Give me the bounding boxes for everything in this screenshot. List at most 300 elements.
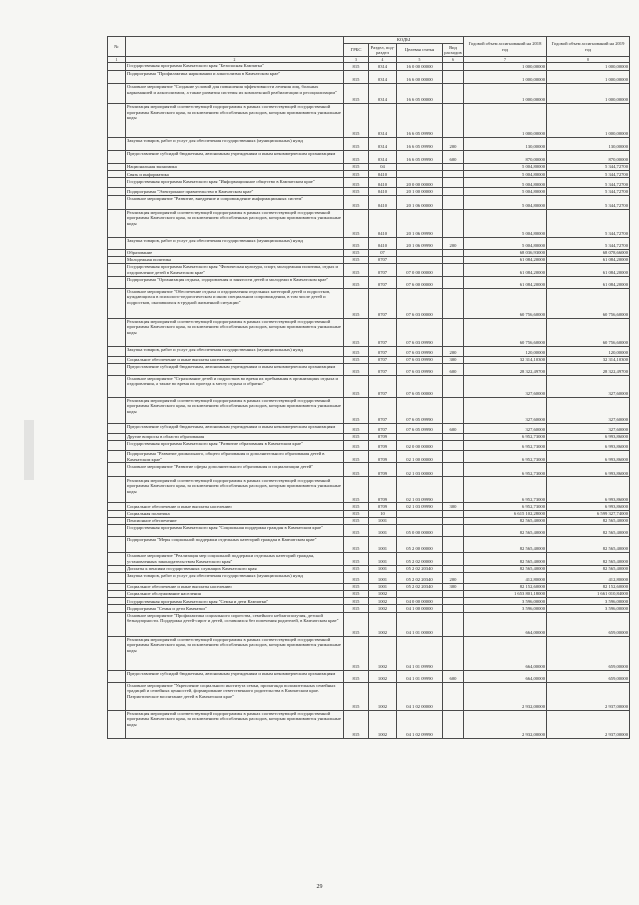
row-expense-type	[443, 565, 464, 572]
row-razdel: 1001	[369, 572, 397, 583]
row-amount-2019: 5 344,72700	[547, 188, 630, 195]
row-expense-type	[443, 397, 464, 423]
column-index: 3	[344, 57, 369, 63]
row-grbs: 815	[344, 103, 369, 137]
row-amount-2018: 6 952,73000	[464, 503, 547, 510]
row-expense-type	[443, 591, 464, 598]
row-amount-2019: 1 661 010,84000	[547, 591, 630, 598]
row-amount-2019: 5 344,72700	[547, 195, 630, 209]
row-amount-2019: 130,00000	[547, 137, 630, 150]
row-amount-2018: 412,80000	[464, 572, 547, 583]
row-target-article: 07 0 00 00000	[397, 263, 443, 276]
header-name	[126, 37, 344, 57]
table-row	[108, 62, 630, 70]
row-grbs: 815	[344, 163, 369, 170]
row-razdel: 1002	[369, 598, 397, 605]
row-grbs: 815	[344, 70, 369, 83]
row-amount-2018: 1 000,00000	[464, 103, 547, 137]
row-amount-2019: 2 937,00000	[547, 710, 630, 738]
row-name: Пенсионное обеспечение	[126, 517, 344, 524]
row-target-article: 20 1 06 09990	[397, 237, 443, 249]
row-target-article: 16 6 05 09990	[397, 150, 443, 163]
row-razdel: 0410	[369, 237, 397, 249]
row-amount-2019: 60 756,60000	[547, 318, 630, 346]
row-name: Основное мероприятие "Страхование детей и подростков во время их пребывания в организациях отдыха и оздоровления, а также во время их проезда к месту отдыха и обратно"	[126, 375, 344, 397]
row-target-article	[397, 591, 443, 598]
table-row	[108, 537, 630, 553]
row-razdel: 0709	[369, 463, 397, 477]
row-target-article: 04 1 02 09990	[397, 710, 443, 738]
row-name: Основное мероприятие "Обеспечение отдыха и оздоровления отдельных категорий детей и подростков, нуждающихся в психолого-педагогическом и ином специальном сопровождении, в том числе детей и подростков, оказавшихся в трудной жизненной ситуации"	[126, 288, 344, 318]
row-name: Подпрограмма "Семья и дети Камчатки"	[126, 605, 344, 612]
row-grbs: 815	[344, 598, 369, 605]
row-amount-2018: 3 596,00000	[464, 598, 547, 605]
row-amount-2019: 659,00000	[547, 670, 630, 682]
row-grbs: 815	[344, 423, 369, 433]
row-name: Реализация мероприятий соответствующей подпрограммы в рамках соответствующей государственной программы Камчатского края, за исключением обособленных расходов, которым присваиваются уникальные коды	[126, 318, 344, 346]
row-razdel: 0314	[369, 150, 397, 163]
row-expense-type	[443, 553, 464, 566]
row-amount-2018: 82 565,40000	[464, 553, 547, 566]
row-razdel: 0707	[369, 423, 397, 433]
row-expense-type: 600	[443, 670, 464, 682]
row-number-cell	[108, 150, 126, 163]
row-grbs: 815	[344, 440, 369, 450]
row-expense-type	[443, 171, 464, 178]
table-row	[108, 583, 630, 590]
table-row	[108, 363, 630, 375]
row-grbs: 815	[344, 510, 369, 517]
row-name: Закупка товаров, работ и услуг для обеспечения государственных (муниципальных) нужд	[126, 346, 344, 356]
row-expense-type: 200	[443, 137, 464, 150]
row-name: Реализация мероприятий соответствующей подпрограммы в рамках соответствующей государственной программы Камчатского края, за исключением обособленных расходов, которым присваиваются уникальные коды	[126, 636, 344, 670]
row-expense-type	[443, 70, 464, 83]
row-target-article: 07 6 03 09990	[397, 318, 443, 346]
row-name: Реализация мероприятий соответствующей подпрограммы в рамках соответствующей государственной программы Камчатского края, за исключением обособленных расходов, которым присваиваются уникальные коды	[126, 103, 344, 137]
row-number-cell	[108, 565, 126, 572]
row-amount-2019: 82 565,40000	[547, 537, 630, 553]
column-index: 5	[397, 57, 443, 63]
row-name: Основное мероприятие "Профилактика социального сиротства, семейного неблагополучия, детской безнадзорности. Поддержка детей-сирот и детей, оставшихся без попечения родителей, в Камчатском крае"	[126, 612, 344, 636]
row-amount-2018: 82 565,40000	[464, 537, 547, 553]
row-number-cell	[108, 510, 126, 517]
column-index: 4	[369, 57, 397, 63]
row-razdel: 0410	[369, 195, 397, 209]
row-amount-2019: 82 565,40000	[547, 517, 630, 524]
row-name: Подпрограмма "Организация отдыха, оздоровления и занятости детей и молодежи в Камчатском крае"	[126, 276, 344, 288]
row-target-article: 05 2 02 20340	[397, 572, 443, 583]
table-row	[108, 103, 630, 137]
row-razdel: 1002	[369, 710, 397, 738]
row-razdel: 0709	[369, 477, 397, 503]
row-target-article: 05 0 00 00000	[397, 525, 443, 537]
row-amount-2019: 5 344,72700	[547, 209, 630, 237]
row-grbs: 815	[344, 150, 369, 163]
row-razdel: 0707	[369, 263, 397, 276]
row-target-article: 16 6 00 00000	[397, 70, 443, 83]
row-target-article: 07 6 05 09990	[397, 423, 443, 433]
row-razdel: 1002	[369, 612, 397, 636]
row-razdel: 1002	[369, 636, 397, 670]
row-number-cell	[108, 178, 126, 188]
row-expense-type	[443, 612, 464, 636]
table-row	[108, 163, 630, 170]
row-amount-2018: 1 000,00000	[464, 70, 547, 83]
row-amount-2018: 60 756,60000	[464, 288, 547, 318]
row-number-cell	[108, 433, 126, 440]
row-target-article: 05 2 00 00000	[397, 537, 443, 553]
row-amount-2018: 5 004,80000	[464, 171, 547, 178]
header-csr: Целевая статья	[397, 44, 443, 57]
row-number-cell	[108, 450, 126, 463]
row-razdel: 0707	[369, 318, 397, 346]
table-row	[108, 670, 630, 682]
row-amount-2018: 6 615 102,28000	[464, 510, 547, 517]
table-row	[108, 209, 630, 237]
row-target-article	[397, 163, 443, 170]
row-expense-type	[443, 288, 464, 318]
row-expense-type	[443, 249, 464, 256]
table-row	[108, 171, 630, 178]
row-expense-type	[443, 710, 464, 738]
row-razdel: 0709	[369, 450, 397, 463]
row-number-cell	[108, 256, 126, 263]
row-grbs: 815	[344, 605, 369, 612]
row-razdel: 1001	[369, 525, 397, 537]
row-amount-2019: 82 565,40000	[547, 553, 630, 566]
row-target-article: 02 1 00 00000	[397, 450, 443, 463]
row-razdel: 0709	[369, 503, 397, 510]
row-amount-2018: 120,00000	[464, 346, 547, 356]
row-name: Другие вопросы в области образования	[126, 433, 344, 440]
row-grbs: 815	[344, 583, 369, 590]
row-name: Предоставление субсидий бюджетным, автономным учреждениям и иным некоммерческим организациям	[126, 670, 344, 682]
row-name: Подпрограмма "Меры социальной поддержки отдельных категорий граждан в Камчатском крае"	[126, 537, 344, 553]
row-number-cell	[108, 209, 126, 237]
row-name: Основное мероприятие "Реализация мер социальной поддержки отдельных категорий граждан, установленных законодательством Камчатского края"	[126, 553, 344, 566]
table-row	[108, 178, 630, 188]
table-row	[108, 503, 630, 510]
row-number-cell	[108, 375, 126, 397]
row-grbs: 815	[344, 525, 369, 537]
table-row	[108, 276, 630, 288]
table-row	[108, 605, 630, 612]
row-razdel: 0314	[369, 137, 397, 150]
row-target-article: 20 1 06 09990	[397, 209, 443, 237]
row-expense-type	[443, 433, 464, 440]
row-number-cell	[108, 605, 126, 612]
table-row	[108, 256, 630, 263]
row-razdel: 0707	[369, 288, 397, 318]
row-amount-2019: 82 565,40000	[547, 525, 630, 537]
column-index: 1	[108, 57, 126, 63]
row-number-cell	[108, 263, 126, 276]
row-grbs: 815	[344, 209, 369, 237]
row-razdel: 0707	[369, 397, 397, 423]
row-number-cell	[108, 237, 126, 249]
row-number-cell	[108, 62, 126, 70]
row-target-article: 07 6 05 00000	[397, 375, 443, 397]
table-row	[108, 433, 630, 440]
row-target-article: 16 0 00 00000	[397, 62, 443, 70]
row-amount-2019: 82 565,40000	[547, 565, 630, 572]
row-expense-type	[443, 263, 464, 276]
row-target-article	[397, 256, 443, 263]
row-amount-2018: 5 004,80000	[464, 237, 547, 249]
row-razdel: 1002	[369, 682, 397, 710]
row-expense-type	[443, 682, 464, 710]
row-expense-type: 200	[443, 237, 464, 249]
row-grbs: 815	[344, 276, 369, 288]
row-amount-2018: 1 000,00000	[464, 83, 547, 103]
row-razdel: 0410	[369, 171, 397, 178]
row-name: Социальное обеспечение и иные выплаты населению	[126, 583, 344, 590]
table-row	[108, 83, 630, 103]
row-amount-2019: 68 078,66000	[547, 249, 630, 256]
row-number-cell	[108, 163, 126, 170]
row-name: Доплаты к пенсиям государственных служащих Камчатского края	[126, 565, 344, 572]
column-index: 6	[443, 57, 464, 63]
row-razdel: 0314	[369, 70, 397, 83]
row-amount-2019: 5 344,72700	[547, 178, 630, 188]
row-name: Национальная экономика	[126, 163, 344, 170]
row-target-article: 04 1 01 09990	[397, 670, 443, 682]
row-amount-2019: 659,00000	[547, 636, 630, 670]
row-number-cell	[108, 171, 126, 178]
row-grbs: 815	[344, 288, 369, 318]
row-target-article: 05 2 02 00000	[397, 553, 443, 566]
row-amount-2018: 82 565,40000	[464, 565, 547, 572]
row-amount-2018: 5 004,80000	[464, 178, 547, 188]
table-row	[108, 423, 630, 433]
row-grbs: 815	[344, 553, 369, 566]
row-amount-2018: 32 314,10300	[464, 356, 547, 363]
row-target-article: 02 1 03 09990	[397, 477, 443, 503]
row-amount-2018: 1 653 801,18000	[464, 591, 547, 598]
row-target-article: 20 1 00 00000	[397, 188, 443, 195]
row-number-cell	[108, 583, 126, 590]
header-2019: Годовой объем ассигнований на 2019 год	[547, 37, 630, 57]
row-expense-type	[443, 537, 464, 553]
row-amount-2019: 6 993,86000	[547, 450, 630, 463]
row-razdel: 10	[369, 510, 397, 517]
row-amount-2019: 1 000,00000	[547, 62, 630, 70]
row-amount-2019: 3 596,00000	[547, 605, 630, 612]
row-name: Государственная программа Камчатского края "Безопасная Камчатка"	[126, 62, 344, 70]
table-row	[108, 450, 630, 463]
row-name: Реализация мероприятий соответствующей подпрограммы в рамках соответствующей государственной программы Камчатского края, за исключением обособленных расходов, которым присваиваются уникальные коды	[126, 477, 344, 503]
row-amount-2019: 2 937,00000	[547, 682, 630, 710]
row-grbs: 815	[344, 62, 369, 70]
row-target-article: 04 1 02 00000	[397, 682, 443, 710]
table-row	[108, 346, 630, 356]
row-expense-type	[443, 605, 464, 612]
page-number: 29	[316, 884, 323, 890]
row-grbs: 815	[344, 503, 369, 510]
row-amount-2018: 61 084,20000	[464, 276, 547, 288]
row-name: Основное мероприятие "Развитие, внедрение и сопровождение информационных систем"	[126, 195, 344, 209]
row-razdel: 0314	[369, 83, 397, 103]
table-row	[108, 477, 630, 503]
row-grbs: 815	[344, 710, 369, 738]
row-amount-2018: 82 565,40000	[464, 517, 547, 524]
row-target-article: 20 1 06 00000	[397, 195, 443, 209]
row-name: Основное мероприятие "Укрепление социального института семьи, пропаганда положительных семейных традиций и семейных ценностей, формирование ответственного родительства в Камчатском крае. Патриотическое воспитание детей в Камчатском крае"	[126, 682, 344, 710]
row-razdel: 1001	[369, 537, 397, 553]
row-amount-2018: 870,00000	[464, 150, 547, 163]
row-amount-2018: 327,60000	[464, 397, 547, 423]
row-amount-2019: 6 993,86000	[547, 477, 630, 503]
row-amount-2019: 3 596,00000	[547, 598, 630, 605]
row-expense-type: 200	[443, 346, 464, 356]
row-amount-2019: 327,60000	[547, 397, 630, 423]
row-amount-2019: 412,80000	[547, 572, 630, 583]
row-expense-type: 300	[443, 583, 464, 590]
row-razdel: 0410	[369, 178, 397, 188]
row-amount-2018: 5 004,80000	[464, 188, 547, 195]
row-number-cell	[108, 423, 126, 433]
table-row	[108, 517, 630, 524]
row-grbs: 815	[344, 363, 369, 375]
table-row	[108, 440, 630, 450]
row-razdel: 0314	[369, 103, 397, 137]
row-expense-type: 600	[443, 423, 464, 433]
row-name: Предоставление субсидий бюджетным, автономным учреждениям и иным некоммерческим организациям	[126, 363, 344, 375]
row-amount-2019: 659,00000	[547, 612, 630, 636]
row-name: Реализация мероприятий соответствующей подпрограммы в рамках соответствующей государственной программы Камчатского края, за исключением обособленных расходов, которым присваиваются уникальные коды	[126, 710, 344, 738]
row-grbs: 815	[344, 682, 369, 710]
row-razdel: 1001	[369, 553, 397, 566]
row-grbs: 815	[344, 591, 369, 598]
row-razdel: 1002	[369, 591, 397, 598]
row-razdel: 07	[369, 249, 397, 256]
row-amount-2018: 6 952,73000	[464, 477, 547, 503]
row-expense-type: 300	[443, 503, 464, 510]
row-number-cell	[108, 103, 126, 137]
table-row	[108, 591, 630, 598]
row-name: Основное мероприятие "Создание условий для повышения эффективности лечения лиц, больных наркоманией и алкоголизмом, а также развития системы их комплексной реабилитации и ресоциализации"	[126, 83, 344, 103]
table-row	[108, 565, 630, 572]
row-target-article: 20 0 00 00000	[397, 178, 443, 188]
row-expense-type	[443, 510, 464, 517]
row-amount-2018: 61 084,20000	[464, 263, 547, 276]
row-number-cell	[108, 598, 126, 605]
row-razdel: 0707	[369, 363, 397, 375]
table-row	[108, 288, 630, 318]
row-target-article: 07 6 03 09990	[397, 356, 443, 363]
row-amount-2018: 82 152,60000	[464, 583, 547, 590]
row-target-article: 07 6 03 09990	[397, 346, 443, 356]
table-row	[108, 397, 630, 423]
row-amount-2018: 82 565,40000	[464, 525, 547, 537]
row-grbs: 815	[344, 171, 369, 178]
row-number-cell	[108, 517, 126, 524]
row-amount-2019: 32 314,10300	[547, 356, 630, 363]
row-amount-2018: 28 322,49700	[464, 363, 547, 375]
row-grbs: 815	[344, 195, 369, 209]
row-name: Образование	[126, 249, 344, 256]
row-amount-2019: 5 344,72700	[547, 237, 630, 249]
row-target-article: 07 6 03 00000	[397, 288, 443, 318]
row-amount-2018: 5 004,80000	[464, 195, 547, 209]
row-name: Государственная программа Камчатского края "Информационное общество в Камчатском крае"	[126, 178, 344, 188]
row-number-cell	[108, 636, 126, 670]
scan-artifact	[24, 420, 34, 480]
row-expense-type	[443, 178, 464, 188]
row-number-cell	[108, 440, 126, 450]
row-target-article: 16 6 05 09990	[397, 103, 443, 137]
row-expense-type	[443, 517, 464, 524]
row-number-cell	[108, 537, 126, 553]
row-grbs: 815	[344, 346, 369, 356]
row-expense-type	[443, 636, 464, 670]
table-row	[108, 188, 630, 195]
row-amount-2018: 6 952,73000	[464, 440, 547, 450]
row-razdel: 1001	[369, 517, 397, 524]
table-row	[108, 263, 630, 276]
row-grbs: 815	[344, 356, 369, 363]
row-number-cell	[108, 463, 126, 477]
row-target-article: 02 1 03 09990	[397, 503, 443, 510]
row-amount-2019: 82 152,60000	[547, 583, 630, 590]
row-amount-2018: 2 932,00000	[464, 682, 547, 710]
row-amount-2018: 2 932,00000	[464, 710, 547, 738]
row-amount-2018: 3 596,00000	[464, 605, 547, 612]
row-razdel: 1002	[369, 605, 397, 612]
row-expense-type	[443, 62, 464, 70]
row-target-article	[397, 249, 443, 256]
row-name: Социальное обслуживание населения	[126, 591, 344, 598]
row-target-article: 04 1 00 00000	[397, 605, 443, 612]
row-amount-2018: 130,00000	[464, 137, 547, 150]
table-row	[108, 682, 630, 710]
row-amount-2019: 327,60000	[547, 423, 630, 433]
row-number-cell	[108, 318, 126, 346]
row-amount-2018: 327,60000	[464, 423, 547, 433]
row-grbs: 815	[344, 565, 369, 572]
row-expense-type	[443, 463, 464, 477]
row-expense-type: 200	[443, 572, 464, 583]
row-expense-type	[443, 276, 464, 288]
table-row	[108, 598, 630, 605]
row-grbs: 815	[344, 612, 369, 636]
row-name: Подпрограмма "Профилактика наркомании и алкоголизма в Камчатском крае"	[126, 70, 344, 83]
row-target-article: 05 2 02 20340	[397, 583, 443, 590]
row-grbs: 815	[344, 670, 369, 682]
row-razdel: 0410	[369, 209, 397, 237]
row-target-article: 02 0 00 00000	[397, 440, 443, 450]
row-number-cell	[108, 682, 126, 710]
header-2018: Годовой объем ассигнований на 2018 год	[464, 37, 547, 57]
row-number-cell	[108, 276, 126, 288]
row-name: Основное мероприятие "Развитие сферы дополнительного образования и социализации детей"	[126, 463, 344, 477]
row-amount-2018: 60 756,60000	[464, 318, 547, 346]
row-razdel: 0707	[369, 346, 397, 356]
row-razdel: 0707	[369, 256, 397, 263]
row-amount-2019: 5 344,72700	[547, 171, 630, 178]
row-number-cell	[108, 612, 126, 636]
row-name: Государственная программа Камчатского края "Развитие образования в Камчатском крае"	[126, 440, 344, 450]
row-grbs: 815	[344, 263, 369, 276]
table-row	[108, 237, 630, 249]
row-razdel: 0707	[369, 356, 397, 363]
table-row	[108, 710, 630, 738]
row-expense-type	[443, 195, 464, 209]
row-number-cell	[108, 188, 126, 195]
row-name: Закупка товаров, работ и услуг для обеспечения государственных (муниципальных) нужд	[126, 137, 344, 150]
row-grbs: 815	[344, 249, 369, 256]
row-amount-2019: 120,00000	[547, 346, 630, 356]
